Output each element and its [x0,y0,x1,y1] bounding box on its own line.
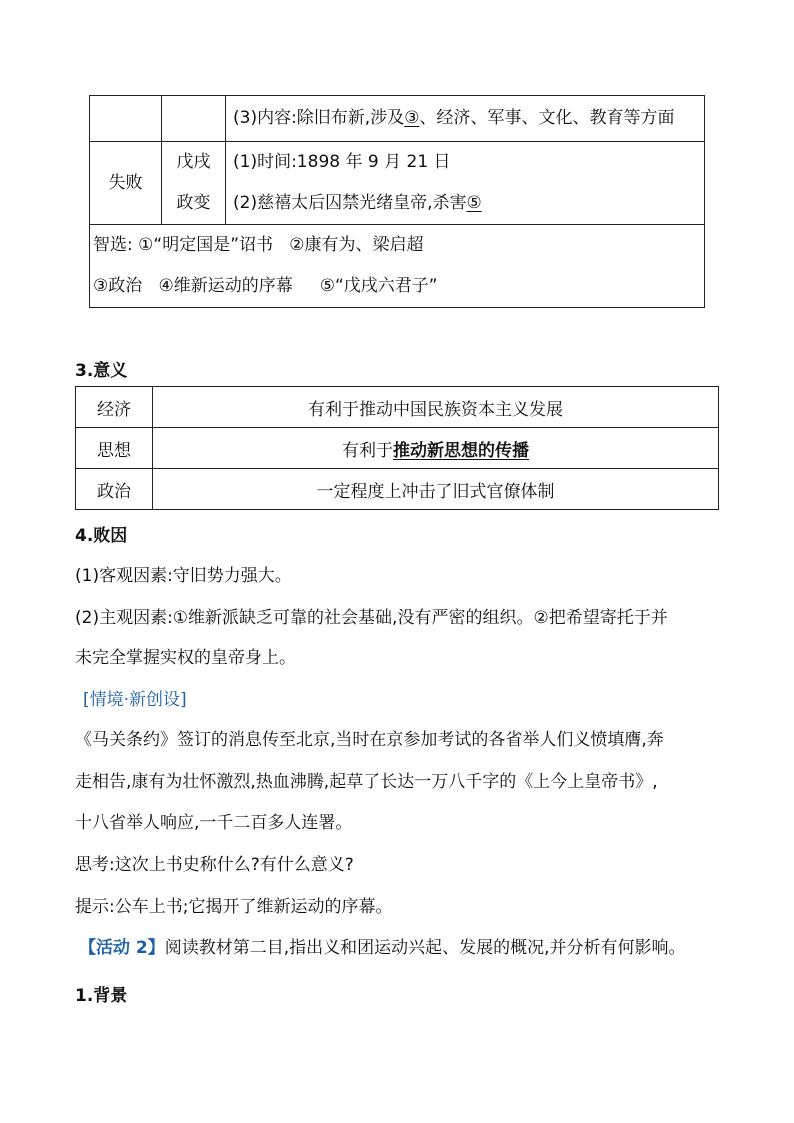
coup-label [162,142,226,225]
row-key: 政治 [76,469,153,510]
row-key: 思想 [76,428,153,469]
table-row [90,96,705,142]
row-value-emphasis: 推动新思想的传播 [393,440,529,461]
scenario-hint: 提示:公车上书;它揭开了维新运动的序幕。 [75,897,393,917]
table-cell-empty [90,96,162,142]
table-row [76,469,719,510]
table-row [76,387,719,428]
significance-table [75,386,719,510]
content-text: (3)内容:除旧布新,涉及 [233,108,405,128]
choice-item: ②康有为、梁启超 [289,235,424,255]
subjective-cause-line2: 未完全掌握实权的皇帝身上。 [75,648,296,668]
choice-item: ①“明定国是”诏书 [138,235,273,255]
activity-2 [79,928,739,969]
table-row [90,142,705,225]
failure-detail-cell [226,142,705,225]
table-row [76,428,719,469]
row-key: 经济 [76,387,153,428]
row-value: 一定程度上冲击了旧式官僚体制 [153,469,719,510]
row-value: 有利于推动中国民族资本主义发展 [153,387,719,428]
choice-item: ⑤“戊戌六君子” [319,276,438,296]
blank-5: ⑤ [466,193,482,213]
scenario-question: 思考:这次上书史称什么?有什么意义? [75,855,354,875]
content-text-after: 、经济、军事、文化、教育等方面 [419,108,675,128]
choice-item: ③政治 [93,276,143,296]
scenario-tag: [情境·新创设] [83,690,187,710]
objective-cause: (1)客观因素:守旧势力强大。 [75,566,292,586]
coup-label-line2: 政变 [176,193,211,213]
failure-event-text: (2)慈禧太后囚禁光绪皇帝,杀害 [233,193,467,213]
table-cell-empty [162,96,226,142]
section-title-failure-causes: 4.败因 [75,526,128,546]
section-title-background: 1.背景 [75,986,128,1006]
table-row [90,225,705,308]
activity-tag: 【活动 2】 [79,938,165,958]
row-value [153,428,719,469]
row-value-text: 有利于 [342,440,393,461]
scenario-line2: 走相告,康有为壮怀激烈,热血沸腾,起草了长达一万八千字的《上今上皇帝书》, [75,772,658,792]
failure-label: 失败 [90,142,162,225]
failure-time: (1)时间:1898 年 9 月 21 日 [233,152,451,172]
activity-text: 阅读教材第二目,指出义和团运动兴起、发展的概况,并分析有何影响。 [164,938,686,958]
blank-3: ③ [404,108,420,128]
failure-event [233,183,704,224]
reform-table [89,95,705,308]
choices-line2 [93,266,704,307]
choices-line1 [93,225,704,266]
choice-item: ④维新运动的序幕 [158,276,293,296]
content-cell [226,96,705,142]
choices-cell [90,225,705,308]
choices-prefix: 智选: [93,235,139,255]
section-title-significance: 3.意义 [75,361,128,381]
scenario-line1: 《马关条约》签订的消息传至北京,当时在京参加考试的各省举人们义愤填膺,奔 [75,730,664,750]
coup-label-line1: 戊戌 [176,152,211,172]
scenario-line3: 十八省举人响应,一千二百多人连署。 [75,813,353,833]
subjective-cause-line1: (2)主观因素:①维新派缺乏可靠的社会基础,没有严密的组织。②把希望寄托于并 [75,608,668,628]
